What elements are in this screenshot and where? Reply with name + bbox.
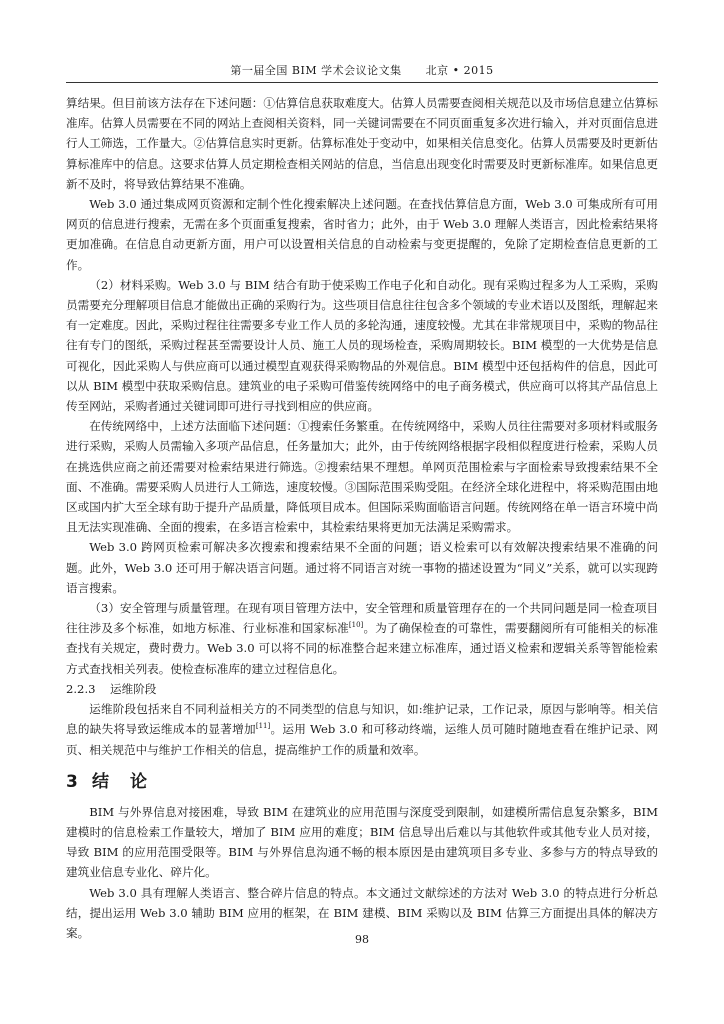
subsection-number: 2.2.3	[66, 681, 96, 696]
paragraph-web30-search: Web 3.0 跨网页检索可解决多次搜索和搜索结果不全面的问题；语义检索可以有效解决搜索结果不准确的问题。此外，Web 3.0 还可用于解决语言问题。通过将不同语言对统一事物的描述设置为“同义”关系，就可以实现跨语言搜索。	[66, 540, 658, 595]
paragraph-traditional-network-problems: 在传统网络中，上述方法面临下述问题：①搜索任务繁重。在传统网络中，采购人员往往需要对多项材料或服务进行采购，采购人员需输入多项产品信息，任务量加大；此外，由于传统网络根据字段相似程度进行检索，采购人员在挑选供应商之前还需要对检索结果进行筛选。②搜索结果不理想。单网页范围检索与字面检索导致搜索结果不全面、不准确。需要采购人员进行人工筛选，速度较慢。③国际范围采购受阻。在经济全球化进程中，将采购范围由地区或国内扩大至全球有助于提升产品质量，降低项目成本。但国际采购面临语言问题。传统网络在单一语言环境中尚且无法实现准确、全面的搜索，在多语言检索中，其检索结果将更加无法满足采购需求。	[66, 419, 658, 535]
section-number: 3	[66, 771, 80, 792]
paragraph-text: 。为了确保检查的可靠性，需要翻阅所有可能相关的标准查找有关规定，费时费力。Web 3.0 可以将不同的标准整合起来建立标准库，通过语义检索和逻辑关系等智能检索方式查找相关列表。使检查标准库的建立过程信息化。	[66, 621, 658, 676]
paragraph-text: （3）安全管理与质量管理。在现有项目管理方法中，安全管理和质量管理存在的一个共同问题是同一检查项目往往涉及多个标准，如地方标准、行业标准和国家标准	[66, 601, 658, 636]
section-title: 结 论	[92, 771, 149, 792]
subsection-heading	[66, 679, 658, 699]
page-number: 98	[355, 933, 369, 946]
place-year: 北京 • 2015	[425, 64, 494, 77]
section-heading	[66, 770, 658, 794]
running-header	[66, 62, 658, 83]
subsection-title: 运维阶段	[110, 681, 157, 696]
paragraph-conclusion-1: BIM 与外界信息对接困难，导致 BIM 在建筑业的应用范围与深度受到限制，如建模所需信息复杂繁多，BIM 建模时的信息检索工作量较大，增加了 BIM 应用的难度；BIM 信息导出后难以与其他软件或其他专业人员对接，导致 BIM 的应用范围受限等。BIM 与外界信息沟通不畅的根本原因是由建筑项目多专业、多参与方的特点导致的建筑业信息专业化、碎片化。	[66, 804, 658, 880]
conference-title: 第一届全国 BIM 学术会议论文集	[230, 64, 402, 77]
paragraph-operation-maintenance	[66, 699, 658, 760]
paragraph-estimation-problems: 算结果。但目前该方法存在下述问题：①估算信息获取难度大。估算人员需要查阅相关规范以及市场信息建立估算标准库。估算人员需要在不同的网站上查阅相关资料，同一关键词需要在不同页面重复多次进行输入，并对页面信息进行人工筛选，工作量大。②估算信息实时更新。估算标准处于变动中，如果相关信息变化。估算人员需要及时更新估算标准库中的信息。这要求估算人员定期检查相关网站的信息，当信息出现变化时需要及时更新标准库。如果信息更新不及时，将导致估算结果不准确。	[66, 96, 658, 191]
paragraph-safety-quality	[66, 598, 658, 679]
citation-ref: [10]	[348, 621, 364, 630]
paragraph-text: 运维阶段包括来自不同利益相关方的不同类型的信息与知识，如:维护记录，工作记录，原因与影响等。相关信息的缺失将导致运维成本的显著增加	[66, 702, 658, 737]
paragraph-conclusion-2: Web 3.0 具有理解人类语言、整合碎片信息的特点。本文通过文献综述的方法对 Web 3.0 的特点进行分析总结，提出运用 Web 3.0 辅助 BIM 应用的框架，在 BIM 建模、BIM 采购以及 BIM 估算三方面提出具体的解决方案。	[66, 885, 658, 940]
paragraph-web30-estimation: Web 3.0 通过集成网页资源和定制个性化搜索解决上述问题。在查找估算信息方面，Web 3.0 可集成所有可用网页的信息进行搜索，无需在多个页面重复搜索，省时省力；此外，由于 Web 3.0 理解人类语言，因此检索结果将更加准确。在信息自动更新方面，用户可以设置相关信息的自动检索与变更提醒的，免除了定期检查信息更新的工作。	[66, 197, 658, 272]
paragraph-text: 。运用 Web 3.0 和可移动终端，运维人员可随时随地查看在维护记录、网页、相关规范中与维护工作相关的信息，提高维护工作的质量和效率。	[66, 722, 658, 757]
paragraph-material-procurement: （2）材料采购。Web 3.0 与 BIM 结合有助于使采购工作电子化和自动化。现有采购过程多为人工采购，采购员需要充分理解项目信息才能做出正确的采购行为。这些项目信息往往包含多个领域的专业术语以及图纸，理解起来有一定难度。因此，采购过程往往需要多专业工作人员的多轮沟通，速度较慢。尤其在非常规项目中，采购的物品往往有专门的图纸，采购过程甚至需要设计人员、施工人员的现场检查，采购周期较长。BIM 模型的一大优势是信息可视化，因此采购人与供应商可以通过模型直观获得采购物品的外观信息。BIM 模型中还包括构件的信息，因此可以从 BIM 模型中获取采购信息。建筑业的电子采购可借鉴传统网络中的电子商务模式，供应商可以将其产品信息上传至网站，采购者通过关键词即可进行寻找到相应的供应商。	[66, 277, 658, 414]
body-text	[66, 93, 658, 943]
citation-ref: [11]	[255, 722, 271, 731]
